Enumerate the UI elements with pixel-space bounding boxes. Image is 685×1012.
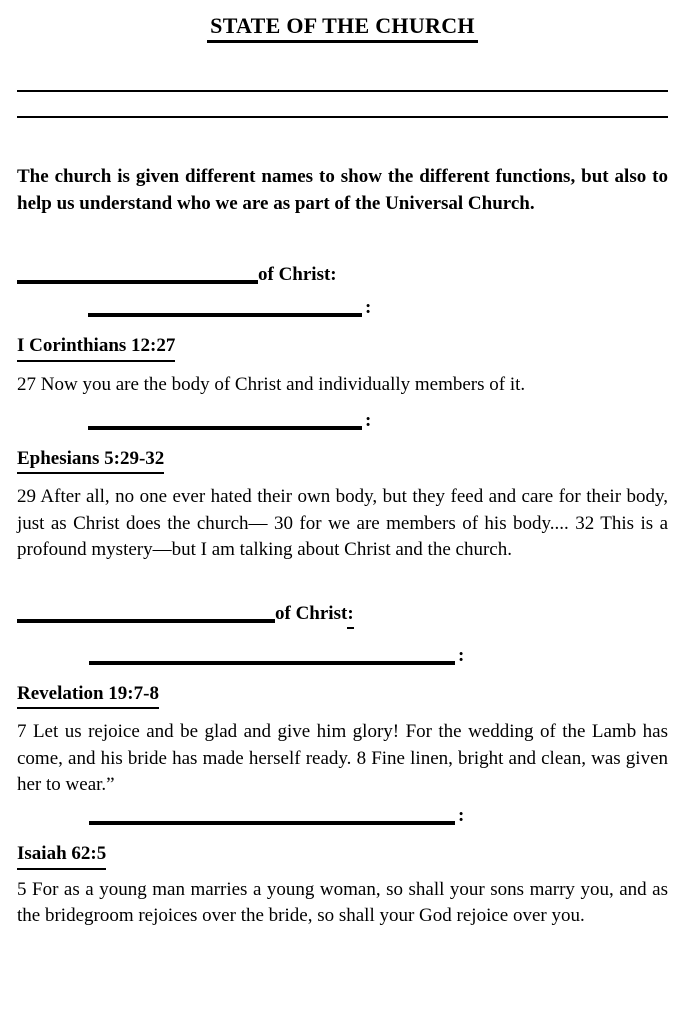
definition-blank-line — [88, 295, 668, 322]
colon-label: : — [458, 645, 465, 666]
underlined-colon: : — [347, 601, 353, 630]
intro-paragraph: The church is given different names to show the different functions, but also to help us understand who we are as part of the Universal Church. — [17, 166, 668, 214]
section-label: of Christ: — [258, 264, 337, 285]
section-label: of Christ — [275, 602, 348, 624]
scripture-reference-heading — [17, 333, 668, 362]
verse-paragraph: 29 After all, no one ever hated their own body, but they feed and care for their body, just as Christ does the church— 30 for we are members of his body.... 32 This is a profound mystery—but I am talking about Christ and the church. — [17, 486, 668, 560]
section-name-line — [17, 601, 668, 630]
colon-label: : — [365, 410, 372, 431]
fill-in-blank-underline — [17, 280, 258, 284]
colon-label: : — [458, 804, 465, 826]
reference-text: I Corinthians 12:27 — [17, 333, 175, 362]
scripture-reference-heading — [17, 446, 668, 475]
title-row — [17, 13, 668, 43]
reference-text: Isaiah 62:5 — [17, 841, 106, 870]
fill-in-blank-underline — [89, 661, 455, 665]
colon-label: : — [365, 296, 372, 318]
fill-in-blank-underline — [88, 426, 362, 430]
scripture-reference-heading — [17, 841, 668, 870]
definition-blank-line — [89, 643, 668, 670]
scripture-reference-heading — [17, 681, 668, 710]
verse-paragraph: 27 Now you are the body of Christ and individually members of it. — [17, 373, 526, 395]
reference-text: Ephesians 5:29-32 — [17, 446, 164, 475]
fill-in-blank-underline — [88, 313, 362, 317]
verse-paragraph: 5 For as a young man marries a young woman, so shall your sons marry you, and as the bridegroom rejoices over the bride, so shall your God rejoice over you. — [17, 878, 668, 926]
fill-in-blank-underline — [17, 619, 275, 623]
reference-text: Revelation 19:7-8 — [17, 681, 159, 710]
definition-blank-line — [89, 803, 668, 830]
verse-paragraph: 7 Let us rejoice and be glad and give him glory! For the wedding of the Lamb has come, and his bride has made herself ready. 8 Fine linen, bright and clean, was given her to wear.” — [17, 721, 668, 795]
page-title: STATE OF THE CHURCH — [207, 13, 478, 43]
writing-line — [17, 90, 668, 92]
section-name-line — [17, 262, 668, 289]
fill-in-blank-underline — [89, 821, 455, 825]
writing-line — [17, 116, 668, 118]
definition-blank-line — [88, 408, 668, 435]
